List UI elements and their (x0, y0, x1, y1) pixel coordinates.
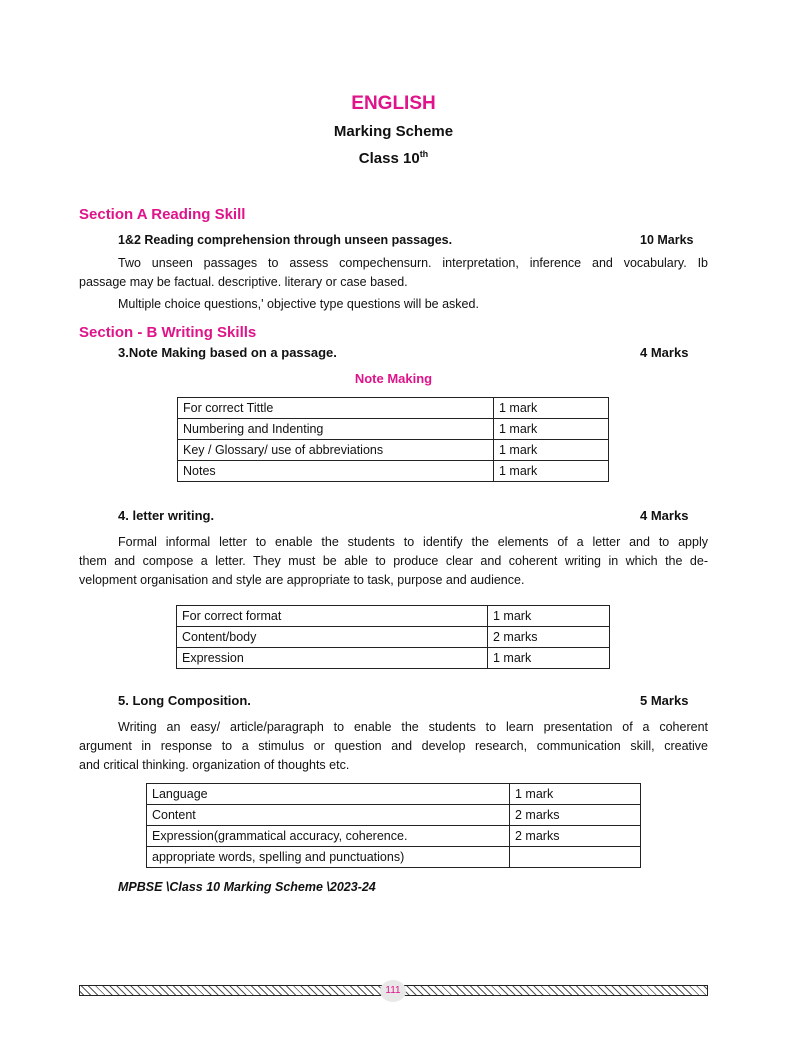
table-cell: 2 marks (488, 627, 610, 648)
section-a-item-label: 1&2 Reading comprehension through unseen passages. (118, 233, 453, 247)
class-base: Class 10 (358, 150, 420, 167)
table-cell: Key / Glossary/ use of abbreviations (178, 440, 494, 461)
letter-para-line-3: velopment organisation and style are appropriate to task, purpose and audience. (79, 573, 525, 587)
page-subject-title: ENGLISH (351, 93, 436, 114)
table-row (147, 847, 641, 868)
page-class-title (0, 149, 787, 167)
table-row (147, 826, 641, 847)
note-making-table-title: Note Making (354, 371, 433, 386)
long-composition-label: 5. Long Composition. (118, 693, 251, 708)
table-row (147, 784, 641, 805)
class-sup: th (419, 149, 429, 159)
section-a-para1-rest: passage may be factual. descriptive. literary or case based. (79, 275, 408, 289)
section-a-paragraph-2 (79, 295, 708, 314)
table-cell: appropriate words, spelling and punctuations) (147, 847, 510, 868)
table-cell: 1 mark (494, 419, 609, 440)
table-cell: For correct format (177, 606, 488, 627)
long-para-line-2: argument in response to a stimulus or question and develop research, communication skill, creative (79, 739, 708, 753)
section-a-para1-lead: Two unseen passages to assess compechensurn. interpretation, inference and vocabulary. Ib (118, 256, 708, 270)
table-cell: Notes (178, 461, 494, 482)
table-row (178, 440, 609, 461)
table-cell: For correct Tittle (178, 398, 494, 419)
long-composition-marks: 5 Marks (640, 693, 689, 708)
table-row (147, 805, 641, 826)
table-cell: 1 mark (510, 784, 641, 805)
table-cell: 1 mark (488, 648, 610, 669)
section-b-heading: Section - B Writing Skills (79, 324, 257, 341)
long-para-line-1: Writing an easy/ article/paragraph to enable the students to learn presentation of a coherent (118, 720, 708, 734)
table-cell: 1 mark (494, 461, 609, 482)
long-composition-paragraph (79, 718, 708, 775)
letter-para-line-1: Formal informal letter to enable the students to identify the elements of a letter and to apply (118, 535, 708, 549)
letter-para-line-2: them and compose a letter. They must be able to produce clear and coherent writing in which the de- (79, 554, 708, 568)
table-cell (510, 847, 641, 868)
long-composition-table (146, 783, 641, 868)
page-number: 111 (380, 980, 406, 1002)
note-making-label: 3.Note Making based on a passage. (118, 345, 337, 360)
table-row (177, 648, 610, 669)
table-row (177, 627, 610, 648)
letter-writing-label: 4. letter writing. (118, 508, 215, 523)
page-scheme-title: Marking Scheme (333, 123, 454, 140)
note-making-table (177, 397, 609, 482)
table-cell: Expression (177, 648, 488, 669)
section-a-heading: Section A Reading Skill (79, 206, 246, 223)
table-cell: 2 marks (510, 805, 641, 826)
table-cell: Content (147, 805, 510, 826)
long-para-line-3: and critical thinking. organization of thoughts etc. (79, 758, 350, 772)
table-cell: 1 mark (494, 440, 609, 461)
footer-scheme-note: MPBSE \Class 10 Marking Scheme \2023-24 (118, 880, 376, 894)
letter-writing-table (176, 605, 610, 669)
section-a-item-marks: 10 Marks (640, 233, 694, 247)
table-row (178, 419, 609, 440)
note-making-marks: 4 Marks (640, 345, 689, 360)
table-cell: 2 marks (510, 826, 641, 847)
letter-writing-marks: 4 Marks (640, 508, 689, 523)
table-row (178, 461, 609, 482)
letter-writing-paragraph (79, 533, 708, 590)
table-cell: Numbering and Indenting (178, 419, 494, 440)
table-row (177, 606, 610, 627)
table-cell: Expression(grammatical accuracy, coherence. (147, 826, 510, 847)
section-a-paragraph-1 (79, 254, 708, 292)
table-cell: Language (147, 784, 510, 805)
table-cell: 1 mark (488, 606, 610, 627)
section-a-para2-text: Multiple choice questions,' objective type questions will be asked. (118, 297, 479, 311)
table-row (178, 398, 609, 419)
table-cell: 1 mark (494, 398, 609, 419)
table-cell: Content/body (177, 627, 488, 648)
